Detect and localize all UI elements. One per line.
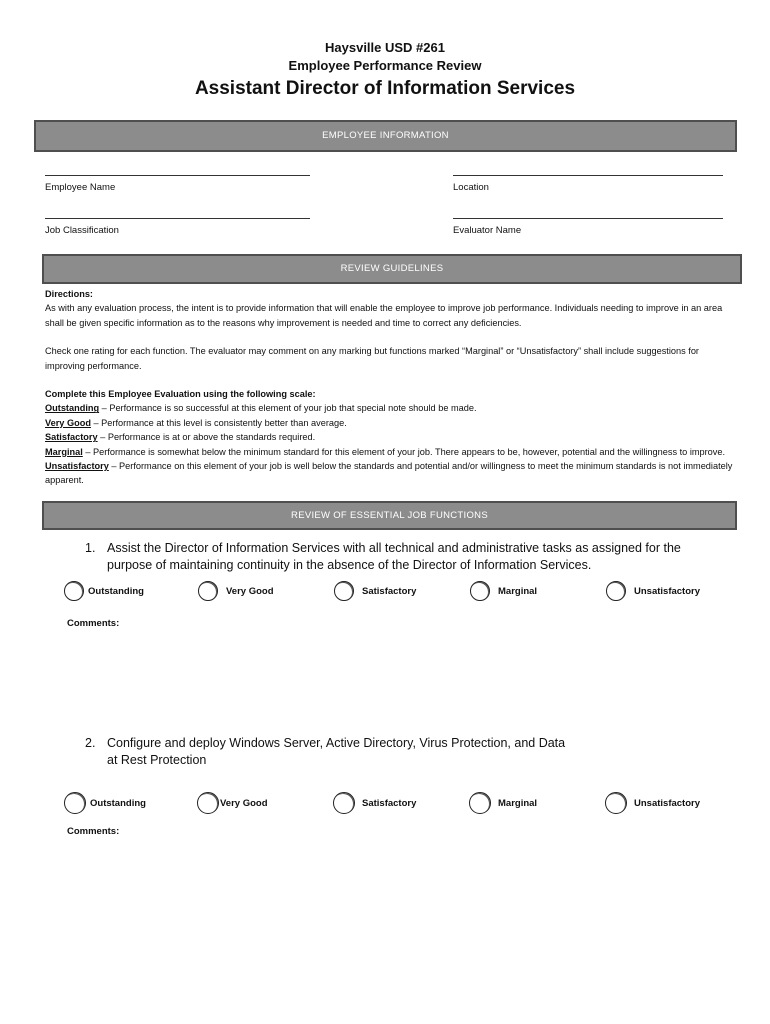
rating-label: Marginal: [498, 797, 538, 809]
employee-name-label: Employee Name: [45, 182, 116, 193]
job-classification-line[interactable]: [45, 218, 310, 219]
scale-term: Satisfactory: [45, 432, 98, 443]
location-label: Location: [453, 182, 489, 193]
rating-label: Outstanding: [88, 585, 144, 597]
location-line[interactable]: [453, 175, 723, 176]
comments-area-1[interactable]: [67, 634, 727, 724]
radio-circle-icon[interactable]: [198, 581, 218, 601]
directions-paragraph-2: Check one rating for each function. The evaluator may comment on any marking but functions marked “Marginal” or “Unsatisfactory” shall include suggestions for improving performance.: [45, 346, 699, 371]
scale-very-good: [45, 416, 735, 430]
rating-label: Satisfactory: [362, 585, 417, 597]
rating-label: Very Good: [220, 797, 268, 809]
rating-satisfactory-1[interactable]: [334, 581, 416, 601]
rating-outstanding-2[interactable]: [64, 792, 146, 814]
employee-name-line[interactable]: [45, 175, 310, 176]
radio-circle-icon[interactable]: [197, 792, 219, 814]
rating-marginal-2[interactable]: [469, 792, 537, 814]
job-classification-label: Job Classification: [45, 225, 119, 236]
rating-label: Marginal: [498, 585, 538, 597]
function-number: 2.: [85, 736, 96, 750]
scale-desc: – Performance at this level is consistently better than average.: [90, 417, 347, 428]
rating-unsatisfactory-1[interactable]: [606, 581, 700, 601]
review-guidelines-header: REVIEW GUIDELINES: [42, 254, 742, 284]
comments-label-2: Comments:: [67, 826, 120, 837]
employee-information-header: EMPLOYEE INFORMATION: [34, 120, 737, 152]
rating-label: Unsatisfactory: [634, 585, 700, 597]
evaluator-name-line[interactable]: [453, 218, 723, 219]
evaluator-name-label: Evaluator Name: [453, 225, 522, 236]
radio-circle-icon[interactable]: [606, 581, 626, 601]
job-function-2: [85, 735, 725, 771]
radio-circle-icon[interactable]: [64, 792, 86, 814]
scale-term: Unsatisfactory: [45, 461, 109, 472]
scale-unsatisfactory: [45, 459, 735, 488]
function-text-line-1: Assist the Director of Information Services with all technical and administrative tasks as assigned for the: [107, 541, 681, 555]
function-text-line-2: purpose of maintaining continuity in the absence of the Director of Information Services.: [107, 558, 592, 572]
directions-paragraph-1: As with any evaluation process, the intent is to provide information that will enable the employee to improve job performance. Individuals needing to improve in an area shall be given specific information as to the reasons why improvement is needed and time to correct any deficiencies.: [45, 303, 723, 328]
scale-satisfactory: [45, 430, 735, 444]
scale-marginal: [45, 445, 735, 459]
rating-unsatisfactory-2[interactable]: [605, 792, 700, 814]
radio-circle-icon[interactable]: [64, 581, 84, 601]
rating-label: Satisfactory: [362, 797, 417, 809]
radio-circle-icon[interactable]: [469, 792, 491, 814]
radio-circle-icon[interactable]: [334, 581, 354, 601]
radio-circle-icon[interactable]: [470, 581, 490, 601]
page-title: Assistant Director of Information Services: [194, 78, 576, 99]
scale-desc: – Performance is somewhat below the minimum standard for this element of your job. There appears to be, however, potential and the willingness to improve.: [82, 446, 726, 457]
job-function-1: [85, 540, 725, 576]
scale-desc: – Performance is at or above the standards required.: [97, 432, 316, 443]
organization-name: Haysville USD #261: [325, 40, 445, 55]
scale-desc: – Performance is so successful at this element of your job that special note should be made.: [99, 403, 477, 414]
function-text-line-2: at Rest Protection: [107, 753, 207, 767]
scale-term: Very Good: [45, 417, 91, 428]
scale-heading: Complete this Employee Evaluation using the following scale:: [45, 389, 316, 400]
rating-label: Very Good: [226, 585, 274, 597]
comments-label-1: Comments:: [67, 618, 120, 629]
radio-circle-icon[interactable]: [333, 792, 355, 814]
scale-desc: – Performance on this element of your job is well below the standards and potential and/or willingness to meet the minimum standards is not immediately apparent.: [45, 461, 733, 486]
form-subtitle: Employee Performance Review: [288, 58, 482, 73]
scale-outstanding: [45, 401, 735, 415]
radio-circle-icon[interactable]: [605, 792, 627, 814]
function-number: 1.: [85, 541, 96, 555]
function-text-line-1: Configure and deploy Windows Server, Active Directory, Virus Protection, and Data: [107, 736, 566, 750]
rating-satisfactory-2[interactable]: [333, 792, 416, 814]
rating-very-good-2[interactable]: [197, 792, 268, 814]
scale-term: Outstanding: [45, 403, 100, 414]
rating-very-good-1[interactable]: [198, 581, 274, 601]
scale-term: Marginal: [45, 446, 83, 457]
guidelines-text: [45, 287, 735, 488]
rating-label: Unsatisfactory: [634, 797, 700, 809]
comments-area-2[interactable]: [67, 842, 727, 992]
rating-marginal-1[interactable]: [470, 581, 537, 601]
rating-label: Outstanding: [90, 797, 146, 809]
directions-heading: Directions:: [45, 289, 93, 299]
essential-functions-header: REVIEW OF ESSENTIAL JOB FUNCTIONS: [42, 501, 737, 530]
rating-outstanding-1[interactable]: [64, 581, 144, 601]
